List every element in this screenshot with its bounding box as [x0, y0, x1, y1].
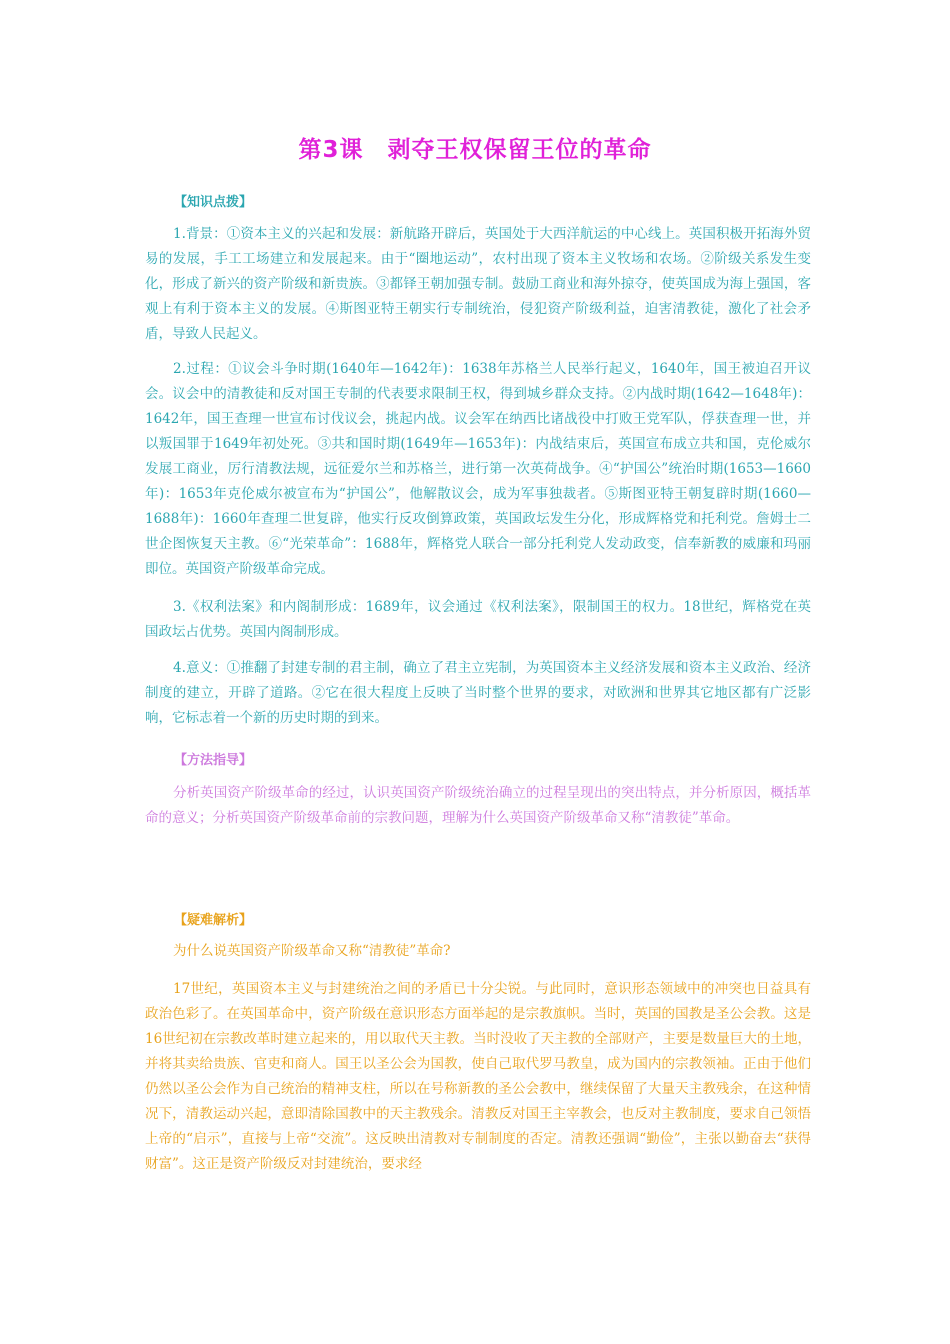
- page-title: 第3课 剥夺王权保留王位的革命: [298, 137, 652, 163]
- difficult-question: 为什么说英国资产阶级革命又称“清教徒”革命?: [173, 943, 451, 959]
- difficult-answer: 17世纪，英国资本主义与封建统治之间的矛盾已十分尖锐。与此同时，意识形态领域中的冲突也日益具有政治色彩了。在英国革命中，资产阶级在意识形态方面举起的是宗教旗帜。当时，英国的国教是圣公会教。这是16世纪初在宗教改革时建立起来的，用以取代天主教。当时没收了天主教的全部财产，主要是数量巨大的土地，并将其卖给贵族、官吏和商人。国王以圣公会为国教，使自己取代罗马教皇，成为国内的宗教领袖。正由于他们仍然以圣公会作为自己统治的精神支柱，所以在号称新教的圣公会教中，继续保留了大量天主教残余，在这种情况下，清教运动兴起，意即清除国教中的天主教残余。清教反对国王主宰教会，也反对主教制度，要求自己领悟上帝的“启示”，直接与上帝“交流”。这反映出清教对专制制度的否定。清教还强调“勤俭”，主张以勤奋去“获得财富”。这正是资产阶级反对封建统治，要求经: [145, 981, 811, 1172]
- knowledge-paragraph-significance: 4.意义：①推翻了封建专制的君主制，确立了君主立宪制，为英国资本主义经济发展和资本主义政治、经济制度的建立，开辟了道路。②它在很大程度上反映了当时整个世界的要求，对欧洲和世界其它地区都有广泛影响，它标志着一个新的历史时期的到来。: [145, 660, 811, 726]
- knowledge-paragraph-background: 1.背景：①资本主义的兴起和发展：新航路开辟后，英国处于大西洋航运的中心线上。英国积极开拓海外贸易的发展，手工工场建立和发展起来。由于“圈地运动”，农村出现了资本主义牧场和农场。②阶级关系发生变化，形成了新兴的资产阶级和新贵族。③都铎王朝加强专制。鼓励工商业和海外掠夺，使英国成为海上强国，客观上有利于资本主义的发展。④斯图亚特王朝实行专制统治，侵犯资产阶级利益，迫害清教徒，激化了社会矛盾，导致人民起义。: [145, 226, 811, 342]
- knowledge-heading: 【知识点拨】: [174, 195, 253, 210]
- difficult-heading: 【疑难解析】: [174, 913, 253, 928]
- knowledge-paragraph-bill-of-rights: 3.《权利法案》和内阁制形成：1689年，议会通过《权利法案》，限制国王的权力。18世纪，辉格党在英国政坛占优势。英国内阁制形成。: [145, 599, 811, 640]
- method-paragraph: 分析英国资产阶级革命的经过，认识英国资产阶级统治确立的过程呈现出的突出特点，并分析原因，概括革命的意义；分析英国资产阶级革命前的宗教问题，理解为什么英国资产阶级革命又称“清教徒”革命。: [145, 785, 811, 826]
- method-heading: 【方法指导】: [174, 753, 253, 768]
- knowledge-paragraph-process: 2.过程：①议会斗争时期(1640年—1642年)：1638年苏格兰人民举行起义，1640年，国王被迫召开议会。议会中的清教徒和反对国王专制的代表要求限制王权，得到城乡群众支持。②内战时期(1642—1648年)：1642年，国王查理一世宣布讨伐议会，挑起内战。议会军在纳西比诸战役中打败王党军队，俘获查理一世，并以叛国罪于1649年初处死。③共和国时期(1649年—1653年)：内战结束后，英国宣布成立共和国，克伦威尔发展工商业，厉行清教法规，远征爱尔兰和苏格兰，进行第一次英荷战争。④“护国公”统治时期(1653—1660年)：1653年克伦威尔被宣布为“护国公”，他解散议会，成为军事独裁者。⑤斯图亚特王朝复辟时期(1660—1688年)：1660年查理二世复辟，他实行反攻倒算政策，英国政坛发生分化，形成辉格党和托利党。詹姆士二世企图恢复天主教。⑥“光荣革命”：1688年，辉格党人联合一部分托利党人发动政变，信奉新教的威廉和玛丽即位。英国资产阶级革命完成。: [145, 361, 811, 577]
